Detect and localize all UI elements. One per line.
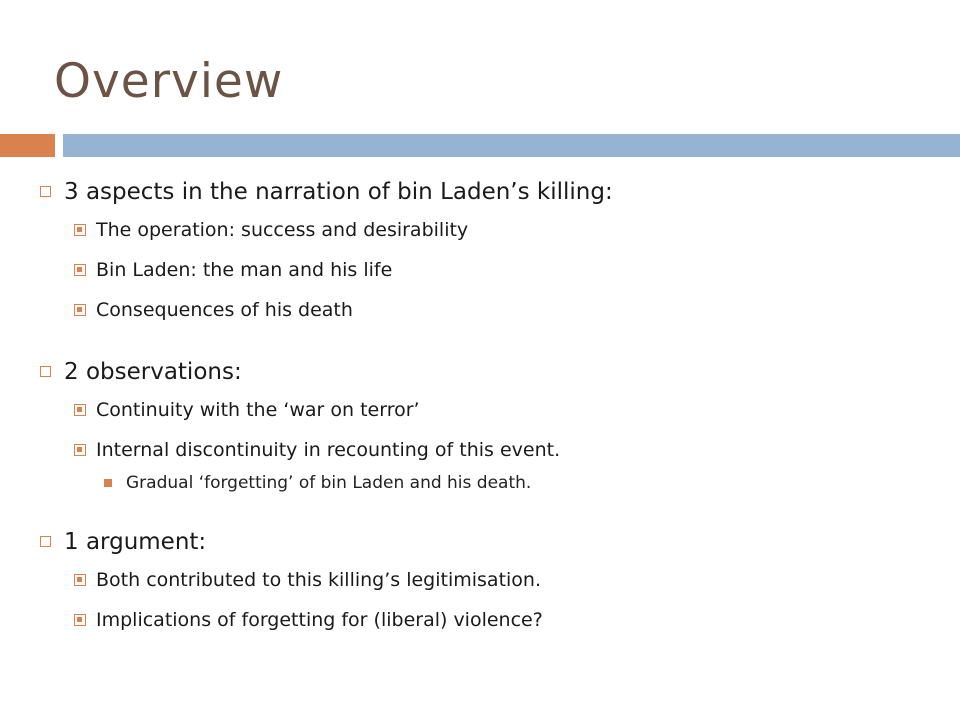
heading-text: 3 aspects in the narration of bin Laden’s killing: bbox=[64, 179, 613, 205]
item-text: The operation: success and desirability bbox=[96, 219, 469, 241]
item-text: Implications of forgetting for (liberal) violence? bbox=[96, 609, 543, 631]
bullet-item bbox=[40, 560, 940, 600]
heading-text: 1 argument: bbox=[64, 529, 207, 555]
hollow-square-bullet-icon bbox=[40, 366, 51, 377]
bullet-item bbox=[40, 250, 940, 290]
section-observations bbox=[40, 354, 940, 500]
bullet-item bbox=[40, 430, 940, 470]
bullet-heading bbox=[40, 174, 940, 210]
slide-title: Overview bbox=[54, 54, 284, 109]
subitem-text: Gradual ‘forgetting’ of bin Laden and his death. bbox=[126, 473, 532, 493]
heading-text: 2 observations: bbox=[64, 359, 242, 385]
item-text: Internal discontinuity in recounting of this event. bbox=[96, 439, 561, 461]
filled-square-bullet-icon bbox=[74, 264, 86, 276]
bullet-item bbox=[40, 600, 940, 640]
sub-bullet-item bbox=[40, 466, 940, 500]
item-text: Bin Laden: the man and his life bbox=[96, 259, 393, 281]
hollow-square-bullet-icon bbox=[40, 186, 51, 197]
slide-body bbox=[40, 170, 940, 664]
filled-square-bullet-icon bbox=[74, 224, 86, 236]
bullet-item bbox=[40, 290, 940, 330]
hollow-square-bullet-icon bbox=[40, 536, 51, 547]
filled-square-bullet-icon bbox=[74, 304, 86, 316]
bullet-item bbox=[40, 210, 940, 250]
filled-square-bullet-icon bbox=[74, 574, 86, 586]
accent-bar-blue bbox=[63, 134, 960, 157]
section-argument bbox=[40, 524, 940, 640]
accent-bar-orange bbox=[0, 134, 55, 157]
item-text: Consequences of his death bbox=[96, 299, 353, 321]
bullet-heading bbox=[40, 524, 940, 560]
item-text: Continuity with the ‘war on terror’ bbox=[96, 399, 420, 421]
item-text: Both contributed to this killing’s legitimisation. bbox=[96, 569, 542, 591]
filled-square-bullet-icon bbox=[74, 614, 86, 626]
bullet-heading bbox=[40, 354, 940, 390]
filled-square-bullet-icon bbox=[74, 404, 86, 416]
filled-square-bullet-icon bbox=[74, 444, 86, 456]
bullet-item bbox=[40, 390, 940, 430]
small-square-bullet-icon bbox=[104, 479, 112, 487]
section-aspects bbox=[40, 174, 940, 330]
